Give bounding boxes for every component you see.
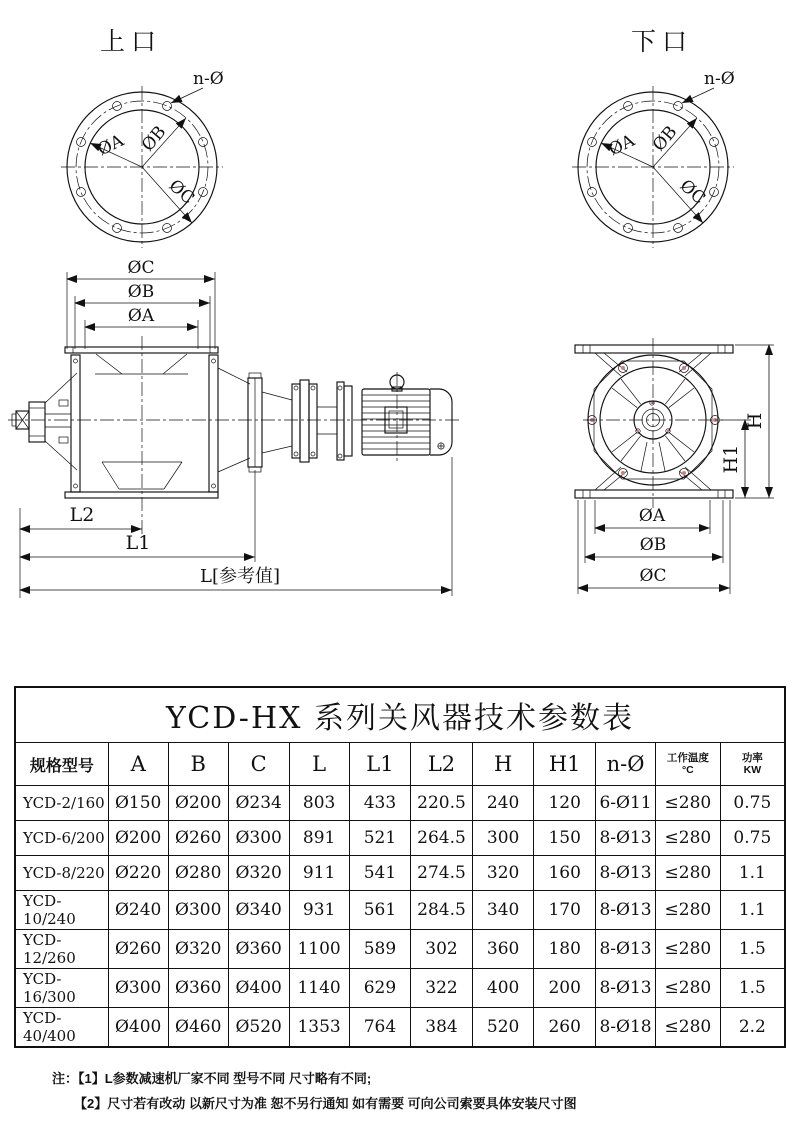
cell: 911	[289, 856, 349, 891]
cell: ≤280	[656, 821, 721, 856]
dim-label-phi-c: ØC	[127, 258, 155, 278]
cell: 274.5	[411, 856, 473, 891]
cell: ≤280	[656, 786, 721, 821]
cell: Ø260	[168, 821, 228, 856]
cell: Ø300	[168, 891, 228, 930]
cell: 1353	[289, 1008, 349, 1048]
col-header-b: B	[168, 743, 228, 786]
dim-label-phi-a: ØA	[605, 130, 638, 161]
note-prefix: 注：	[52, 1071, 79, 1086]
cell: 521	[349, 821, 411, 856]
dim-label-l2: L2	[69, 504, 95, 526]
dim-label-phi-c: ØC	[164, 175, 199, 209]
note-line-1	[52, 1066, 752, 1091]
cell: 520	[472, 1008, 534, 1048]
dim-label-phi-b: ØB	[127, 282, 155, 302]
cell: Ø234	[228, 786, 289, 821]
bottom-port-drawing	[572, 28, 735, 248]
cell: 6-Ø11	[596, 786, 656, 821]
cell: 8-Ø13	[596, 891, 656, 930]
dim-label-phi-b: ØB	[138, 122, 171, 156]
cell: 541	[349, 856, 411, 891]
cell: 220.5	[411, 786, 473, 821]
col-header-h1: H1	[534, 743, 596, 786]
cell: 1.1	[720, 891, 785, 930]
bolt-count-label: n-Ø	[193, 69, 224, 89]
temp-header-line1: 工作温度	[666, 751, 709, 764]
cell: Ø260	[108, 930, 168, 969]
dim-label-h: H	[744, 412, 766, 430]
cell-model: YCD-40/400	[15, 1008, 108, 1048]
table-row	[15, 856, 785, 891]
cell-model: YCD-6/200	[15, 821, 108, 856]
top-port-drawing	[61, 28, 224, 248]
cell: Ø460	[168, 1008, 228, 1048]
col-header-c: C	[228, 743, 289, 786]
col-header-h: H	[472, 743, 534, 786]
cell: 2.2	[720, 1008, 785, 1048]
cell: Ø300	[228, 821, 289, 856]
cell: 200	[534, 969, 596, 1008]
cell: ≤280	[656, 1008, 721, 1048]
cell: 264.5	[411, 821, 473, 856]
cell: Ø520	[228, 1008, 289, 1048]
col-header-l1: L1	[349, 743, 411, 786]
note-text-2: 【2】尺寸若有改动 以新尺寸为准 恕不另行通知 如有需要 可向公司索要具体安装尺寸图	[74, 1096, 577, 1112]
cell-model: YCD-10/240	[15, 891, 108, 930]
col-header-power	[720, 743, 785, 786]
side-view-drawing	[8, 258, 462, 598]
cell: Ø240	[108, 891, 168, 930]
table-row	[15, 969, 785, 1008]
cell: 260	[534, 1008, 596, 1048]
cell: 1140	[289, 969, 349, 1008]
front-view-drawing	[575, 338, 774, 594]
cell: ≤280	[656, 930, 721, 969]
cell: Ø200	[108, 821, 168, 856]
cell: 629	[349, 969, 411, 1008]
flange-bolts	[588, 364, 720, 478]
cell: 931	[289, 891, 349, 930]
footnotes	[52, 1066, 752, 1117]
cell: 340	[472, 891, 534, 930]
cell: 891	[289, 821, 349, 856]
cell-model: YCD-2/160	[15, 786, 108, 821]
cell: 284.5	[411, 891, 473, 930]
cell: 302	[411, 930, 473, 969]
cell: 170	[534, 891, 596, 930]
cell: Ø400	[108, 1008, 168, 1048]
col-header-temperature	[656, 743, 721, 786]
cell: 8-Ø13	[596, 930, 656, 969]
cell: Ø150	[108, 786, 168, 821]
cell: 433	[349, 786, 411, 821]
bottom-port-title: 下口	[630, 28, 694, 56]
cell: 1.5	[720, 930, 785, 969]
table-row	[15, 891, 785, 930]
cell: Ø320	[168, 930, 228, 969]
table-row	[15, 821, 785, 856]
dim-label-phi-b: ØB	[649, 122, 682, 156]
cell: Ø340	[228, 891, 289, 930]
cell: 764	[349, 1008, 411, 1048]
note-text-1: 【1】L参数减速机厂家不同 型号不同 尺寸略有不同;	[78, 1071, 372, 1086]
cell: 150	[534, 821, 596, 856]
cell: Ø280	[168, 856, 228, 891]
dim-label-phi-c: ØC	[639, 566, 667, 586]
cell-model: YCD-16/300	[15, 969, 108, 1008]
table-title: YCD-HX 系列关风器技术参数表	[15, 687, 785, 743]
cell: 384	[411, 1008, 473, 1048]
col-header-l2: L2	[411, 743, 473, 786]
cell: Ø200	[168, 786, 228, 821]
cell: Ø300	[108, 969, 168, 1008]
cell: 360	[472, 930, 534, 969]
cell: Ø320	[228, 856, 289, 891]
cell: 400	[472, 969, 534, 1008]
table-title-row	[15, 687, 785, 743]
cell: 561	[349, 891, 411, 930]
dim-label-l-reference: L[参考值]	[200, 566, 280, 587]
cell: ≤280	[656, 969, 721, 1008]
dim-label-l1: L1	[125, 532, 151, 554]
cell: 8-Ø18	[596, 1008, 656, 1048]
cell: 1100	[289, 930, 349, 969]
temp-header-line2: °C	[681, 764, 694, 776]
parameter-table	[14, 686, 786, 1048]
table-row	[15, 786, 785, 821]
cell: 1.5	[720, 969, 785, 1008]
table-row	[15, 930, 785, 969]
cell: 1.1	[720, 856, 785, 891]
cell-model: YCD-8/220	[15, 856, 108, 891]
table-row	[15, 1008, 785, 1048]
cell: 320	[472, 856, 534, 891]
cell: 8-Ø13	[596, 969, 656, 1008]
cell: Ø220	[108, 856, 168, 891]
cell: Ø360	[168, 969, 228, 1008]
col-header-a: A	[108, 743, 168, 786]
top-port-title: 上口	[99, 28, 163, 56]
bolt-count-label: n-Ø	[704, 69, 735, 89]
power-header-line1: 功率	[741, 751, 763, 764]
col-header-l: L	[289, 743, 349, 786]
cell: 300	[472, 821, 534, 856]
cell: Ø360	[228, 930, 289, 969]
cell: 803	[289, 786, 349, 821]
cell: 0.75	[720, 786, 785, 821]
dim-label-h1: H1	[720, 444, 742, 474]
cell: ≤280	[656, 891, 721, 930]
cell: 8-Ø13	[596, 821, 656, 856]
col-header-n-phi: n-Ø	[596, 743, 656, 786]
cell: 0.75	[720, 821, 785, 856]
note-line-2	[52, 1091, 752, 1116]
dim-label-phi-a: ØA	[638, 506, 666, 526]
cell: 120	[534, 786, 596, 821]
cell: 240	[472, 786, 534, 821]
dim-label-phi-a: ØA	[127, 306, 155, 326]
power-header-line2: KW	[743, 764, 762, 776]
col-header-model: 规格型号	[15, 743, 108, 786]
cell: 8-Ø13	[596, 856, 656, 891]
cell: 322	[411, 969, 473, 1008]
table-header-row	[15, 743, 785, 786]
cell: Ø400	[228, 969, 289, 1008]
dim-label-phi-c: ØC	[675, 175, 710, 209]
dim-label-phi-a: ØA	[94, 130, 127, 161]
cell: 160	[534, 856, 596, 891]
cell: 589	[349, 930, 411, 969]
cell: 180	[534, 930, 596, 969]
cell: ≤280	[656, 856, 721, 891]
cell-model: YCD-12/260	[15, 930, 108, 969]
dim-label-phi-b: ØB	[639, 535, 667, 555]
